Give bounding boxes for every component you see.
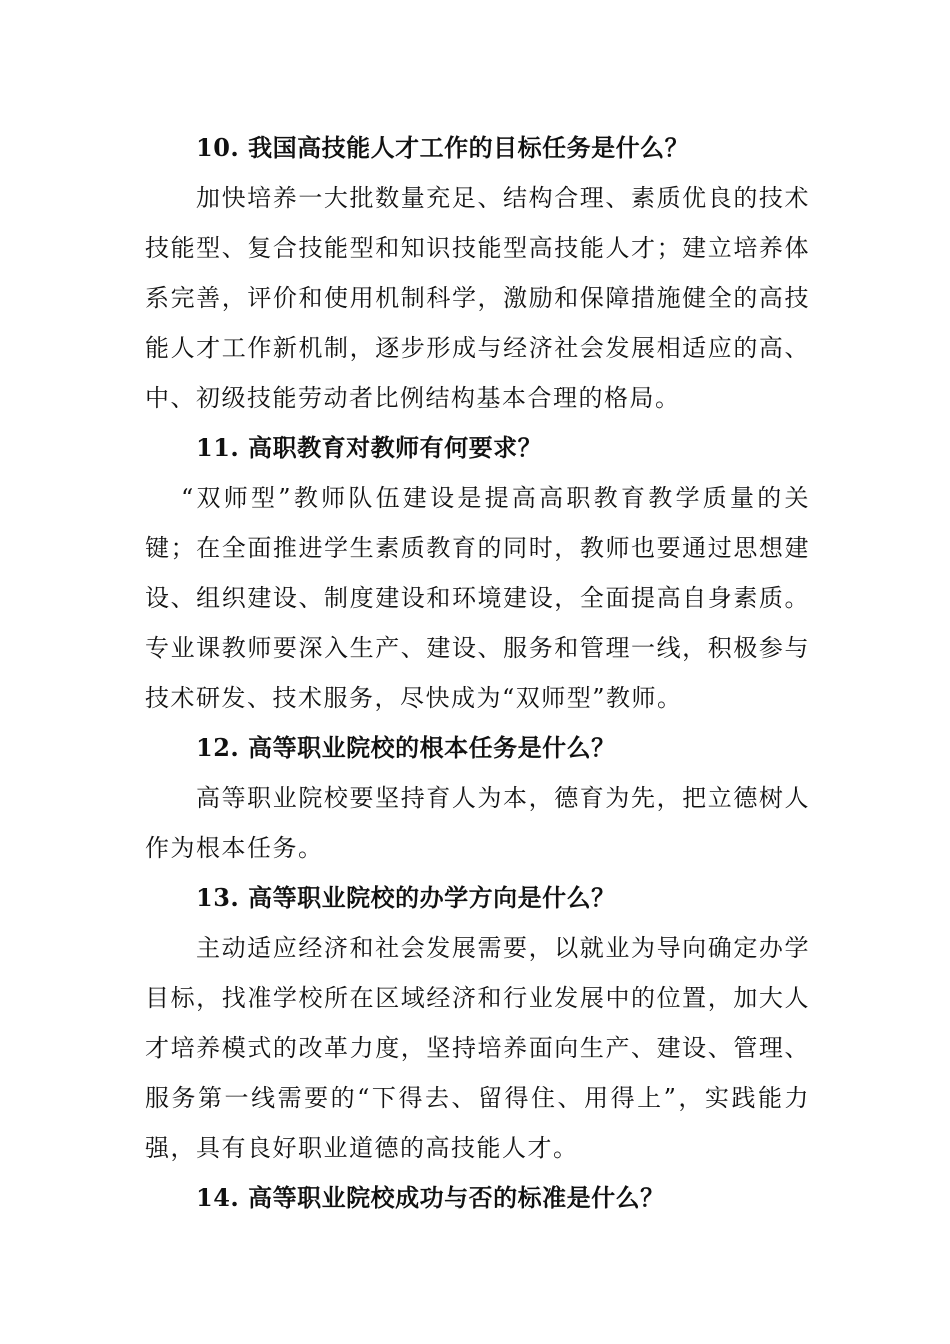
question-14-heading: 14. 高等职业院校成功与否的标准是什么？ bbox=[196, 1183, 665, 1212]
question-11-answer: “双师型”教师队伍建设是提高高职教育教学质量的关键；在全面推进学生素质教育的同时，教师也要通过思想建设、组织建设、制度建设和环境建设，全面提高自身素质。专业课教师要深入生产、建设、服务和管理一线，积极参与技术研发、技术服务，尽快成为“双师型”教师。 bbox=[145, 484, 810, 712]
question-12-heading: 12. 高等职业院校的根本任务是什么？ bbox=[196, 733, 616, 762]
question-11-heading: 11. 高职教育对教师有何要求？ bbox=[196, 433, 543, 462]
question-10-heading: 10. 我国高技能人才工作的目标任务是什么？ bbox=[196, 133, 690, 162]
question-13-heading: 13. 高等职业院校的办学方向是什么？ bbox=[196, 883, 616, 912]
question-10-answer: 加快培养一大批数量充足、结构合理、素质优良的技术技能型、复合技能型和知识技能型高技能人才；建立培养体系完善，评价和使用机制科学，激励和保障措施健全的高技能人才工作新机制，逐步形成与经济社会发展相适应的高、中、初级技能劳动者比例结构基本合理的格局。 bbox=[145, 184, 810, 412]
question-12-answer: 高等职业院校要坚持育人为本，德育为先，把立德树人作为根本任务。 bbox=[145, 784, 810, 862]
question-13-answer: 主动适应经济和社会发展需要，以就业为导向确定办学目标，找准学校所在区域经济和行业发展中的位置，加大人才培养模式的改革力度，坚持培养面向生产、建设、管理、服务第一线需要的“下得去、留得住、用得上”，实践能力强，具有良好职业道德的高技能人才。 bbox=[145, 934, 810, 1162]
document-body bbox=[145, 123, 810, 1223]
